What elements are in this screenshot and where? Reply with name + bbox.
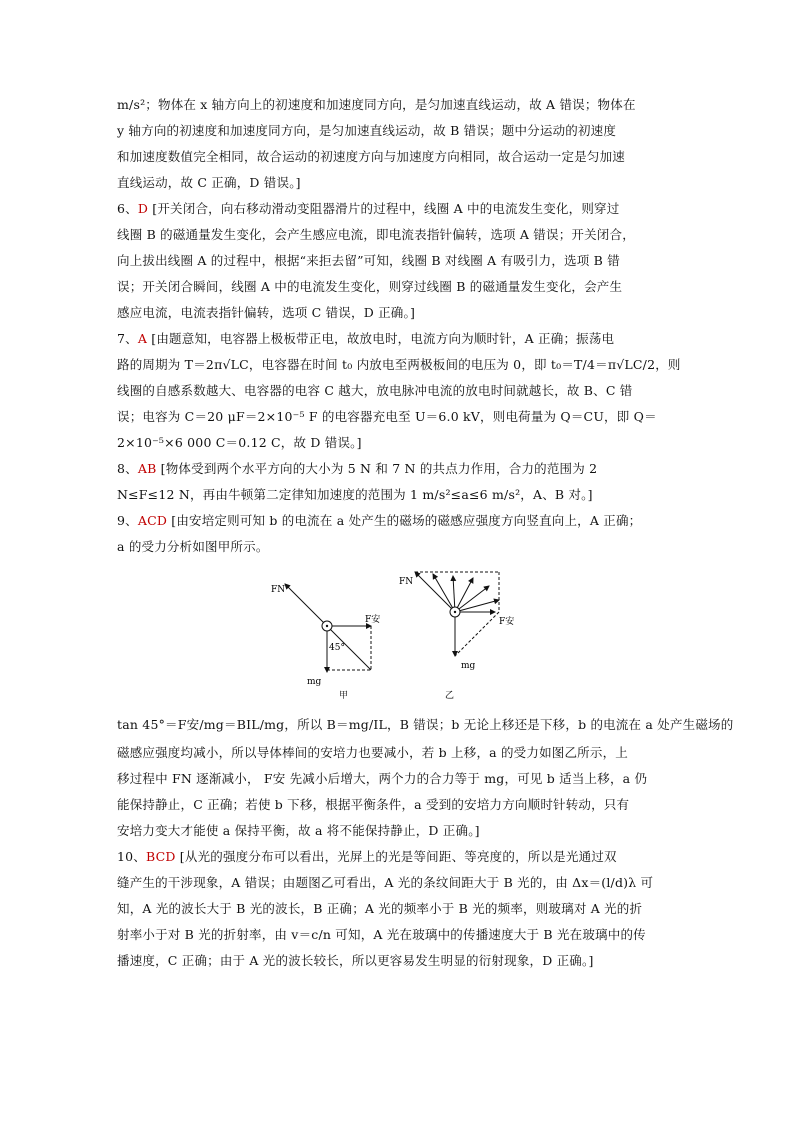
q5-continuation — [117, 92, 681, 196]
force-diagrams — [117, 560, 681, 710]
force-diagram-jia — [267, 560, 387, 700]
text-line: [开关闭合，向右移动滑动变阻器滑片的过程中，线圈 A 中的电流发生变化，则穿过 — [148, 201, 620, 216]
label-fn: FN — [399, 577, 414, 587]
label-fan: F安 — [365, 615, 381, 625]
answer-key: A — [137, 331, 148, 346]
answer-document — [117, 92, 734, 974]
text-line: m/s²；物体在 x 轴方向上的初速度和加速度同方向，是匀加速直线运动，故 A 错误；物体在 — [117, 97, 636, 112]
label-mg: mg — [307, 677, 322, 687]
text-line: 缝产生的干涉现象，A 错误；由题图乙可看出，A 光的条纹间距大于 B 光的，由 Δx＝(l/d)λ 可 — [117, 875, 654, 890]
text-line: [由安培定则可知 b 的电流在 a 处产生的磁场的磁感应强度方向竖直向上，A 正确； — [167, 513, 642, 528]
answer-8 — [117, 456, 681, 508]
question-number: 6、 — [117, 201, 138, 216]
fan-arrow — [455, 578, 473, 612]
label-mg: mg — [461, 661, 476, 671]
text-line: y 轴方向的初速度和加速度同方向，是匀加速直线运动，故 B 错误；题中分运动的初速度 — [117, 123, 617, 138]
text-line: 线圈 B 的磁通量发生变化，会产生感应电流，即电流表指针偏转，选项 A 错误；开关闭合， — [117, 227, 635, 242]
answer-key: D — [137, 201, 149, 216]
fan-arrow — [455, 586, 489, 612]
text-line: a 的受力分析如图甲所示。 — [117, 539, 269, 554]
text-line: 感应电流，电流表指针偏转，选项 C 错误，D 正确。] — [117, 305, 416, 320]
question-number: 8、 — [117, 461, 138, 476]
text-line: 播速度，C 正确；由于 A 光的波长较长，所以更容易发生明显的衍射现象，D 正确。] — [117, 953, 594, 968]
text-line: 直线运动，故 C 正确，D 错误。] — [117, 175, 301, 190]
text-line: 安培力变大才能使 a 保持平衡，故 a 将不能保持静止，D 正确。] — [117, 823, 480, 838]
question-number: 10、 — [117, 849, 147, 864]
question-number: 7、 — [117, 331, 138, 346]
answer-10 — [117, 844, 681, 974]
text-line: [从光的强度分布可以看出，光屏上的光是等间距、等亮度的，所以是光通过双 — [175, 849, 617, 864]
text-line: N≤F≤12 N，再由牛顿第二定律知加速度的范围为 1 m/s²≤a≤6 m/s²，A、B 对。] — [117, 487, 593, 502]
text-line: 知，A 光的波长大于 B 光的波长，B 正确；A 光的频率小于 B 光的频率，则玻璃对 A 光的折 — [117, 901, 643, 916]
text-line: [物体受到两个水平方向的大小为 5 N 和 7 N 的共点力作用，合力的范围为 2 — [156, 461, 598, 476]
label-fan: F安 — [499, 617, 515, 627]
text-line: 误；开关闭合瞬间，线圈 A 中的电流发生变化，则穿过线圈 B 的磁通量发生变化，会产生 — [117, 279, 623, 294]
fn-arrow — [285, 584, 327, 626]
conductor-dot — [454, 611, 456, 613]
text-line: 射率小于对 B 光的折射率，由 v＝c/n 可知，A 光在玻璃中的传播速度大于 B 光在玻璃中的传 — [117, 927, 646, 942]
answer-key: BCD — [146, 849, 176, 864]
text-line: 和加速度数值完全相同，故合运动的初速度方向与加速度方向相同，故合运动一定是匀加速 — [117, 149, 626, 164]
answer-9 — [117, 508, 734, 844]
answer-6 — [117, 196, 681, 326]
caption-yi: 乙 — [445, 691, 455, 700]
text-line: 磁感应强度均减小，所以导体棒间的安培力也要减小，若 b 上移，a 的受力如图乙所示，上 — [117, 745, 628, 760]
text-line: tan 45°＝F安/mg＝BIL/mg，所以 B＝mg/IL，B 错误；b 无论上移还是下移，b 的电流在 a 处产生磁场的 — [117, 717, 734, 732]
text-line: 移过程中 FN 逐渐减小， F安 先减小后增大，两个力的合力等于 mg，可见 b 适当上移，a 仍 — [117, 771, 648, 786]
text-line: 误；电容为 C＝20 μF＝2×10⁻⁵ F 的电容器充电至 U＝6.0 kV，则电荷量为 Q＝CU，即 Q＝ — [117, 409, 657, 424]
force-diagram-yi — [395, 560, 525, 700]
label-angle: 45° — [329, 643, 345, 653]
answer-7 — [117, 326, 681, 456]
caption-jia: 甲 — [339, 691, 349, 700]
fan-arrow — [455, 600, 499, 612]
conductor-dot — [326, 625, 328, 627]
label-fn: FN — [271, 585, 286, 595]
text-line: 线圈的自感系数越大、电容器的电容 C 越大，放电脉冲电流的放电时间就越长，故 B、C 错 — [117, 383, 633, 398]
answer-key: AB — [137, 461, 157, 476]
question-number: 9、 — [117, 513, 138, 528]
text-line: [由题意知，电容器上极板带正电，故放电时，电流方向为顺时针，A 正确；振荡电 — [147, 331, 615, 346]
dashed-line — [455, 612, 499, 656]
text-line: 能保持静止，C 正确；若使 b 下移，根据平衡条件，a 受到的安培力方向顺时针转动，只有 — [117, 797, 630, 812]
text-line: 向上拔出线圈 A 的过程中，根据“来拒去留”可知，线圈 B 对线圈 A 有吸引力，选项 B 错 — [117, 253, 620, 268]
text-line: 2×10⁻⁵×6 000 C＝0.12 C，故 D 错误。] — [117, 435, 362, 450]
text-line: 路的周期为 T＝2π√LC，电容器在时间 t₀ 内放电至两极板间的电压为 0，即 t₀＝T/4＝π√LC/2，则 — [117, 357, 681, 372]
answer-key: ACD — [137, 513, 168, 528]
